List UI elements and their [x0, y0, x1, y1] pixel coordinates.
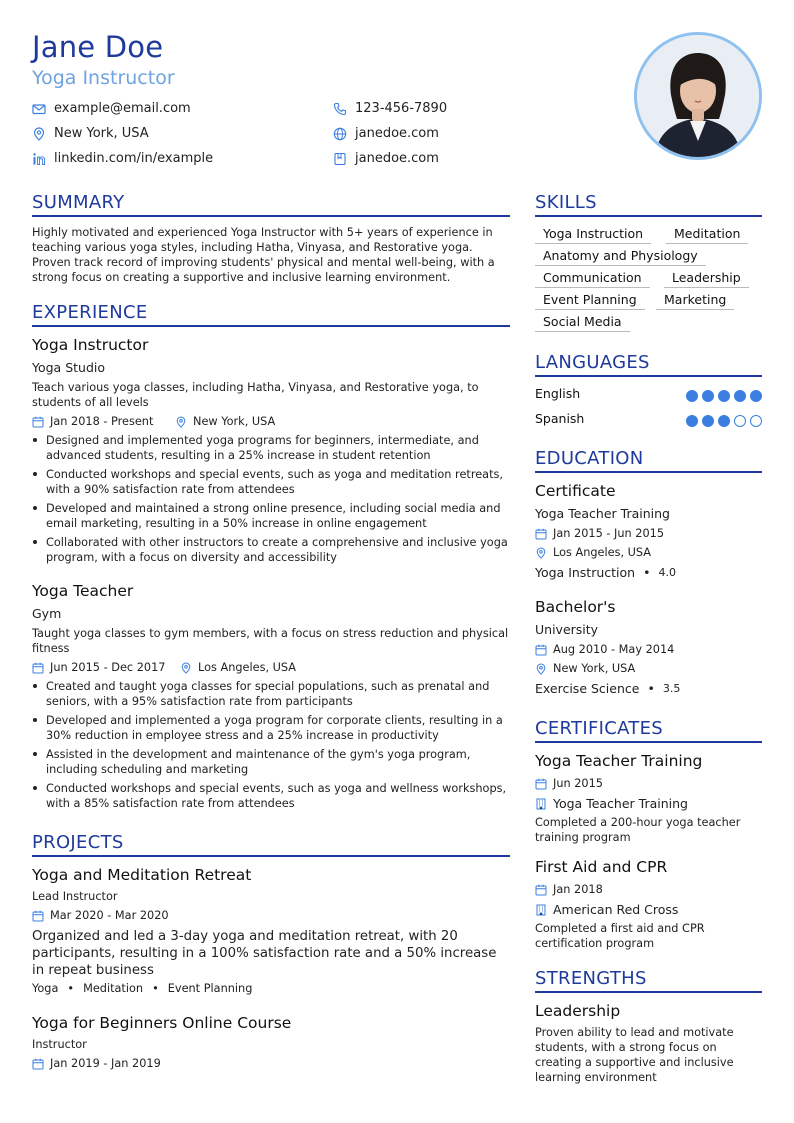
skill-tag: Event Planning: [535, 292, 645, 310]
list-item: Designed and implemented yoga programs for beginners, intermediate, and advanced students, resulting in a 25% increase in student retention: [32, 433, 510, 463]
bookmark-icon: [333, 152, 347, 166]
skill-tag: Meditation: [666, 226, 748, 244]
education-location-text: Los Angeles, USA: [553, 546, 652, 559]
project-tag: Event Planning: [167, 982, 253, 995]
strengths-heading: STRENGTHS: [535, 968, 647, 989]
certificate-name: First Aid and CPR: [535, 858, 668, 876]
education-dates-text: Aug 2010 - May 2014: [553, 643, 675, 656]
location-pin-icon: [180, 662, 192, 674]
education-field: Yoga Teacher Training: [535, 506, 670, 521]
education-heading: EDUCATION: [535, 448, 644, 469]
email-text: example@email.com: [54, 101, 191, 116]
list-item: Developed and implemented a yoga program for corporate clients, resulting in a 30% reduction in employee stress and a 25% increase in productivity: [32, 713, 510, 743]
strength-desc: Proven ability to lead and motivate students, with a strong focus on creating a supportive and inclusive learning environment: [535, 1026, 734, 1084]
project-tags: [32, 982, 252, 995]
calendar-icon: [32, 416, 44, 428]
education-degree: Certificate: [535, 482, 616, 500]
certificate-issuer: [535, 796, 688, 811]
calendar-icon: [32, 662, 44, 674]
building-icon: [535, 798, 547, 810]
education-location: [535, 662, 635, 675]
certificate-date-text: Jun 2015: [553, 777, 603, 790]
experience-bullets: [32, 679, 510, 815]
education-subject-text: Yoga Instruction: [535, 565, 636, 580]
strength-name: Leadership: [535, 1002, 621, 1020]
calendar-icon: [535, 778, 547, 790]
experience-desc: Taught yoga classes to gym members, with a focus on stress reduction and physical fitness: [32, 627, 509, 655]
language-level-dots: [686, 390, 762, 402]
location-pin-icon: [535, 547, 547, 559]
skill-tag: Marketing: [656, 292, 734, 310]
languages-rule: [535, 375, 762, 377]
education-subject: [535, 681, 680, 696]
strengths-rule: [535, 991, 762, 993]
experience-dates-text: Jun 2015 - Dec 2017: [50, 661, 166, 674]
profile-photo: [634, 32, 762, 160]
certificate-name: Yoga Teacher Training: [535, 752, 703, 770]
skill-tag: Communication: [535, 270, 650, 288]
education-field: University: [535, 622, 599, 637]
education-dates: [535, 527, 664, 540]
project-name: Yoga for Beginners Online Course: [32, 1014, 292, 1032]
project-desc: Organized and led a 3-day yoga and meditation retreat, with 20 participants, resulting in a 100% satisfaction rate and a 50% increase in repeat business: [32, 929, 497, 978]
calendar-icon: [535, 644, 547, 656]
education-gpa: 3.5: [662, 682, 681, 695]
phone-icon: [333, 102, 347, 116]
project-dates-text: Jan 2019 - Jan 2019: [50, 1057, 161, 1070]
level-dot-empty: [750, 415, 762, 427]
list-item: Developed and maintained a strong online presence, including social media and email marketing, resulting in a 50% increase in online engagement: [32, 501, 510, 531]
summary-text: Highly motivated and experienced Yoga Instructor with 5+ years of experience in teaching various yoga styles, including Hatha, Vinyasa, and Restorative yoga. Proven track record of improving students' physical and mental well-being, with a strong focus on creating a supportive and inclusive learning environment.: [32, 226, 495, 284]
certificate-issuer-text: American Red Cross: [553, 902, 679, 917]
experience-role: Yoga Instructor: [32, 336, 149, 354]
certificate-issuer: [535, 902, 678, 917]
skills-heading: SKILLS: [535, 192, 597, 213]
project-role: Instructor: [32, 1038, 87, 1051]
contact-website[interactable]: [333, 126, 439, 141]
project-dates-text: Mar 2020 - Mar 2020: [50, 909, 169, 922]
experience-location: [180, 661, 296, 674]
project-name: Yoga and Meditation Retreat: [32, 866, 252, 884]
building-icon: [535, 904, 547, 916]
separator-dot: •: [647, 681, 655, 696]
location-text: New York, USA: [54, 126, 149, 141]
education-subject-text: Exercise Science: [535, 681, 640, 696]
languages-heading: LANGUAGES: [535, 352, 650, 373]
candidate-name: Jane Doe: [32, 30, 164, 64]
email-icon: [32, 102, 46, 116]
project-tag: Yoga: [32, 982, 59, 995]
education-gpa: 4.0: [658, 566, 676, 579]
contact-linkedin[interactable]: [32, 151, 213, 166]
certificate-desc: Completed a first aid and CPR certification program: [535, 922, 705, 950]
education-location-text: New York, USA: [553, 662, 636, 675]
certificate-date: [535, 883, 603, 896]
certificate-date-text: Jan 2018: [553, 883, 603, 896]
experience-bullets: [32, 433, 510, 569]
certificates-rule: [535, 741, 762, 743]
certificate-date: [535, 777, 603, 790]
education-rule: [535, 471, 762, 473]
contact-phone[interactable]: [333, 101, 447, 116]
website-text: janedoe.com: [355, 126, 439, 141]
education-subject: [535, 565, 676, 580]
certificates-heading: CERTIFICATES: [535, 718, 663, 739]
summary-rule: [32, 215, 510, 217]
calendar-icon: [32, 910, 44, 922]
experience-rule: [32, 325, 510, 327]
language-level-dots: [686, 415, 762, 427]
projects-heading: PROJECTS: [32, 832, 124, 853]
globe-icon: [333, 127, 347, 141]
list-item: Conducted workshops and special events, such as yoga and wellness workshops, with a 85% satisfaction rate from attendees: [32, 781, 510, 811]
contact-portfolio[interactable]: [333, 151, 439, 166]
education-dates-text: Jan 2015 - Jun 2015: [553, 527, 665, 540]
project-role: Lead Instructor: [32, 890, 118, 903]
location-pin-icon: [175, 416, 187, 428]
candidate-title: Yoga Instructor: [32, 67, 175, 89]
level-dot-filled: [750, 390, 762, 402]
skill-tag: Social Media: [535, 314, 630, 332]
list-item: Conducted workshops and special events, such as yoga and meditation retreats, with a 90% satisfaction rate from attendees: [32, 467, 510, 497]
skill-tag: Anatomy and Physiology: [535, 248, 706, 266]
list-item: Assisted in the development and maintenance of the gym's yoga program, including scheduling and marketing: [32, 747, 510, 777]
experience-dates-text: Jan 2018 - Present: [50, 415, 154, 428]
phone-text: 123-456-7890: [355, 101, 448, 116]
experience-location: [175, 415, 275, 428]
list-item: Collaborated with other instructors to create a comprehensive and inclusive yoga program, with a focus on diversity and accessibility: [32, 535, 510, 565]
list-item: Created and taught yoga classes for special populations, such as prenatal and seniors, with a 95% satisfaction rate from participants: [32, 679, 510, 709]
calendar-icon: [535, 884, 547, 896]
education-location: [535, 546, 651, 559]
experience-desc: Teach various yoga classes, including Hatha, Vinyasa, and Restorative yoga, to students of all levels: [32, 381, 479, 409]
experience-role: Yoga Teacher: [32, 582, 134, 600]
education-degree: Bachelor's: [535, 598, 616, 616]
certificate-desc: Completed a 200-hour yoga teacher training program: [535, 816, 741, 844]
calendar-icon: [32, 1058, 44, 1070]
linkedin-text: linkedin.com/in/example: [54, 151, 214, 166]
level-dot-filled: [686, 390, 698, 402]
skills-rule: [535, 215, 762, 217]
experience-heading: EXPERIENCE: [32, 302, 148, 323]
experience-location-text: Los Angeles, USA: [198, 661, 297, 674]
location-pin-icon: [535, 663, 547, 675]
skill-tag: Leadership: [664, 270, 749, 288]
location-pin-icon: [32, 127, 46, 141]
portfolio-text: janedoe.com: [355, 151, 439, 166]
contact-email[interactable]: [32, 101, 191, 116]
level-dot-filled: [718, 415, 730, 427]
experience-dates: [32, 661, 165, 674]
project-dates: [32, 1057, 161, 1070]
level-dot-filled: [718, 390, 730, 402]
experience-location-text: New York, USA: [193, 415, 276, 428]
experience-org: Gym: [32, 606, 62, 621]
separator-dot: •: [643, 565, 651, 580]
summary-heading: SUMMARY: [32, 192, 125, 213]
project-dates: [32, 909, 169, 922]
separator-dot: •: [67, 982, 75, 995]
level-dot-filled: [734, 390, 746, 402]
language-name: Spanish: [535, 411, 585, 426]
language-name: English: [535, 386, 581, 401]
level-dot-filled: [686, 415, 698, 427]
experience-org: Yoga Studio: [32, 360, 106, 375]
level-dot-filled: [702, 390, 714, 402]
calendar-icon: [535, 528, 547, 540]
level-dot-empty: [734, 415, 746, 427]
contact-location: [32, 126, 149, 141]
level-dot-filled: [702, 415, 714, 427]
certificate-issuer-text: Yoga Teacher Training: [553, 796, 688, 811]
skill-tag: Yoga Instruction: [535, 226, 651, 244]
education-dates: [535, 643, 674, 656]
separator-dot: •: [152, 982, 159, 995]
projects-rule: [32, 855, 510, 857]
experience-dates: [32, 415, 153, 428]
project-tag: Meditation: [83, 982, 144, 995]
linkedin-icon: [32, 152, 46, 166]
